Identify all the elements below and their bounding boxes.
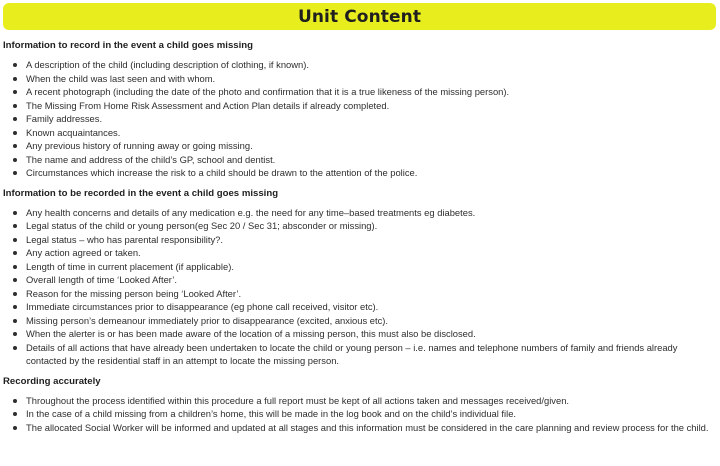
- list-item: Circumstances which increase the risk to a child should be drawn to the attention of the police.: [3, 166, 715, 180]
- bullet-list: [3, 206, 715, 368]
- unit-content-body: [3, 39, 715, 441]
- section-recording-accurately: [3, 375, 715, 435]
- section-info-to-be-recorded: [3, 187, 715, 368]
- list-item: Reason for the missing person being ‘Looked After’.: [3, 287, 715, 301]
- list-item: Family addresses.: [3, 112, 715, 126]
- unit-content-banner: [3, 3, 716, 30]
- list-item: Details of all actions that have already been undertaken to locate the child or young person – i.e. names and telephone numbers of family and friends already contacted by the residential staff in an attempt to locate the missing person.: [3, 341, 715, 368]
- list-item: Known acquaintances.: [3, 126, 715, 140]
- section-heading: Information to be recorded in the event a child goes missing: [3, 187, 279, 199]
- list-item: The allocated Social Worker will be informed and updated at all stages and this information must be considered in the care planning and review process for the child.: [3, 421, 715, 435]
- list-item: When the alerter is or has been made aware of the location of a missing person, this must also be disclosed.: [3, 327, 715, 341]
- bullet-list: [3, 394, 715, 435]
- list-item: Legal status of the child or young person(eg Sec 20 / Sec 31; absconder or missing).: [3, 219, 715, 233]
- list-item: A recent photograph (including the date of the photo and confirmation that it is a true likeness of the missing person).: [3, 85, 715, 99]
- list-item: Throughout the process identified within this procedure a full report must be kept of all actions taken and messages received/given.: [3, 394, 715, 408]
- list-item: Any health concerns and details of any medication e.g. the need for any time–based treatments eg diabetes.: [3, 206, 715, 220]
- section-info-to-record: [3, 39, 715, 180]
- list-item: In the case of a child missing from a children’s home, this will be made in the log book and on the child’s individual file.: [3, 407, 715, 421]
- list-item: Any action agreed or taken.: [3, 246, 715, 260]
- section-heading: Recording accurately: [3, 375, 101, 387]
- list-item: Any previous history of running away or going missing.: [3, 139, 715, 153]
- list-item: Overall length of time ‘Looked After’.: [3, 273, 715, 287]
- list-item: Missing person’s demeanour immediately prior to disappearance (excited, anxious etc).: [3, 314, 715, 328]
- list-item: Length of time in current placement (if applicable).: [3, 260, 715, 274]
- section-heading: Information to record in the event a child goes missing: [3, 40, 254, 51]
- banner-title: Unit Content: [297, 6, 422, 27]
- list-item: When the child was last seen and with whom.: [3, 72, 715, 86]
- list-item: The name and address of the child’s GP, school and dentist.: [3, 153, 715, 167]
- bullet-list: [3, 58, 715, 180]
- list-item: Immediate circumstances prior to disappearance (eg phone call received, visitor etc).: [3, 300, 715, 314]
- list-item: Legal status – who has parental responsibility?.: [3, 233, 715, 247]
- list-item: A description of the child (including description of clothing, if known).: [3, 58, 715, 72]
- list-item: The Missing From Home Risk Assessment and Action Plan details if already completed.: [3, 99, 715, 113]
